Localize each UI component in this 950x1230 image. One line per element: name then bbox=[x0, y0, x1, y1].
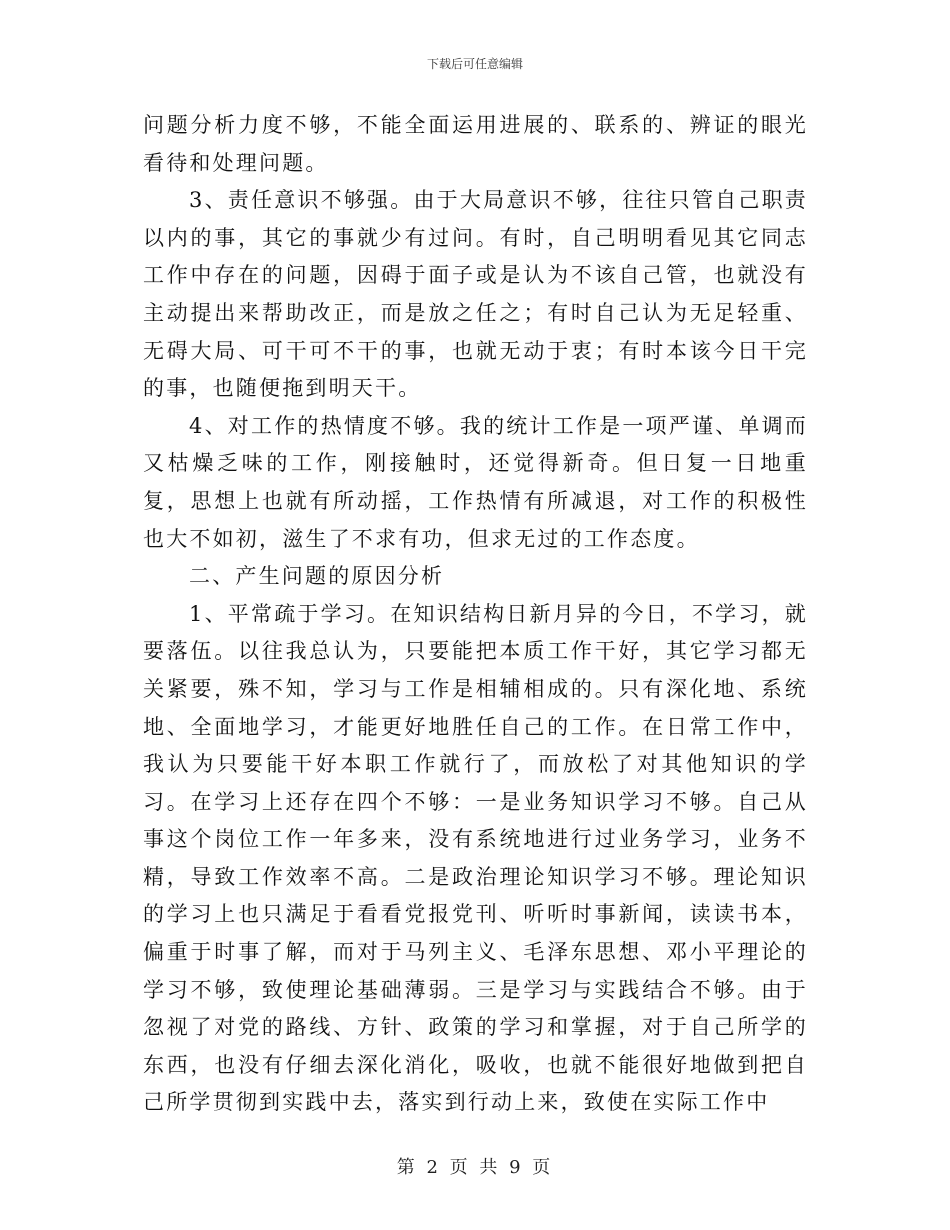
paragraph-3: 4、对工作的热情度不够。我的统计工作是一项严谨、单调而又枯燥乏味的工作，刚接触时，还觉得新奇。但日复一日地重复，思想上也就有所动摇，工作热情有所减退，对工作的积极性也大不如初，滋生了不求有功，但求无过的工作态度。 bbox=[143, 413, 808, 551]
document-body bbox=[143, 107, 808, 1122]
paragraph-2: 3、责任意识不够强。由于大局意识不够，往往只管自己职责以内的事，其它的事就少有过问。有时，自己明明看见其它同志工作中存在的问题，因碍于面子或是认为不该自己管，也就没有主动提出来帮助改正，而是放之任之；有时自己认为无足轻重、无碍大局、可干可不干的事，也就无动于衷；有时本该今日干完的事，也随便拖到明天干。 bbox=[143, 188, 808, 401]
paragraph-4: 1、平常疏于学习。在知识结构日新月异的今日，不学习，就要落伍。以往我总认为，只要能把本质工作干好，其它学习都无关紧要，殊不知，学习与工作是相辅相成的。只有深化地、系统地、全面地学习，才能更好地胜任自己的工作。在日常工作中，我认为只要能干好本职工作就行了，而放松了对其他知识的学习。在学习上还存在四个不够：一是业务知识学习不够。自己从事这个岗位工作一年多来，没有系统地进行过业务学习，业务不精，导致工作效率不高。二是政治理论知识学习不够。理论知识的学习上也只满足于看看党报党刊、听听时事新闻，读读书本，偏重于时事了解，而对于马列主义、毛泽东思想、邓小平理论的学习不够，致使理论基础薄弱。三是学习与实践结合不够。由于忽视了对党的路线、方针、政策的学习和掌握，对于自己所学的东西，也没有仔细去深化消化，吸收，也就不能很好地做到把自己所学贯彻到实践中去，落实到行动上来，致使在实际工作中 bbox=[143, 601, 808, 1115]
section-heading: 二、产生问题的原因分析 bbox=[189, 564, 445, 589]
page-header-note: 下载后可任意编辑 bbox=[426, 57, 523, 71]
paragraph-1: 问题分析力度不够，不能全面运用进展的、联系的、辨证的眼光看待和处理问题。 bbox=[143, 113, 808, 175]
page-number: 第 2 页 共 9 页 bbox=[396, 1157, 554, 1178]
